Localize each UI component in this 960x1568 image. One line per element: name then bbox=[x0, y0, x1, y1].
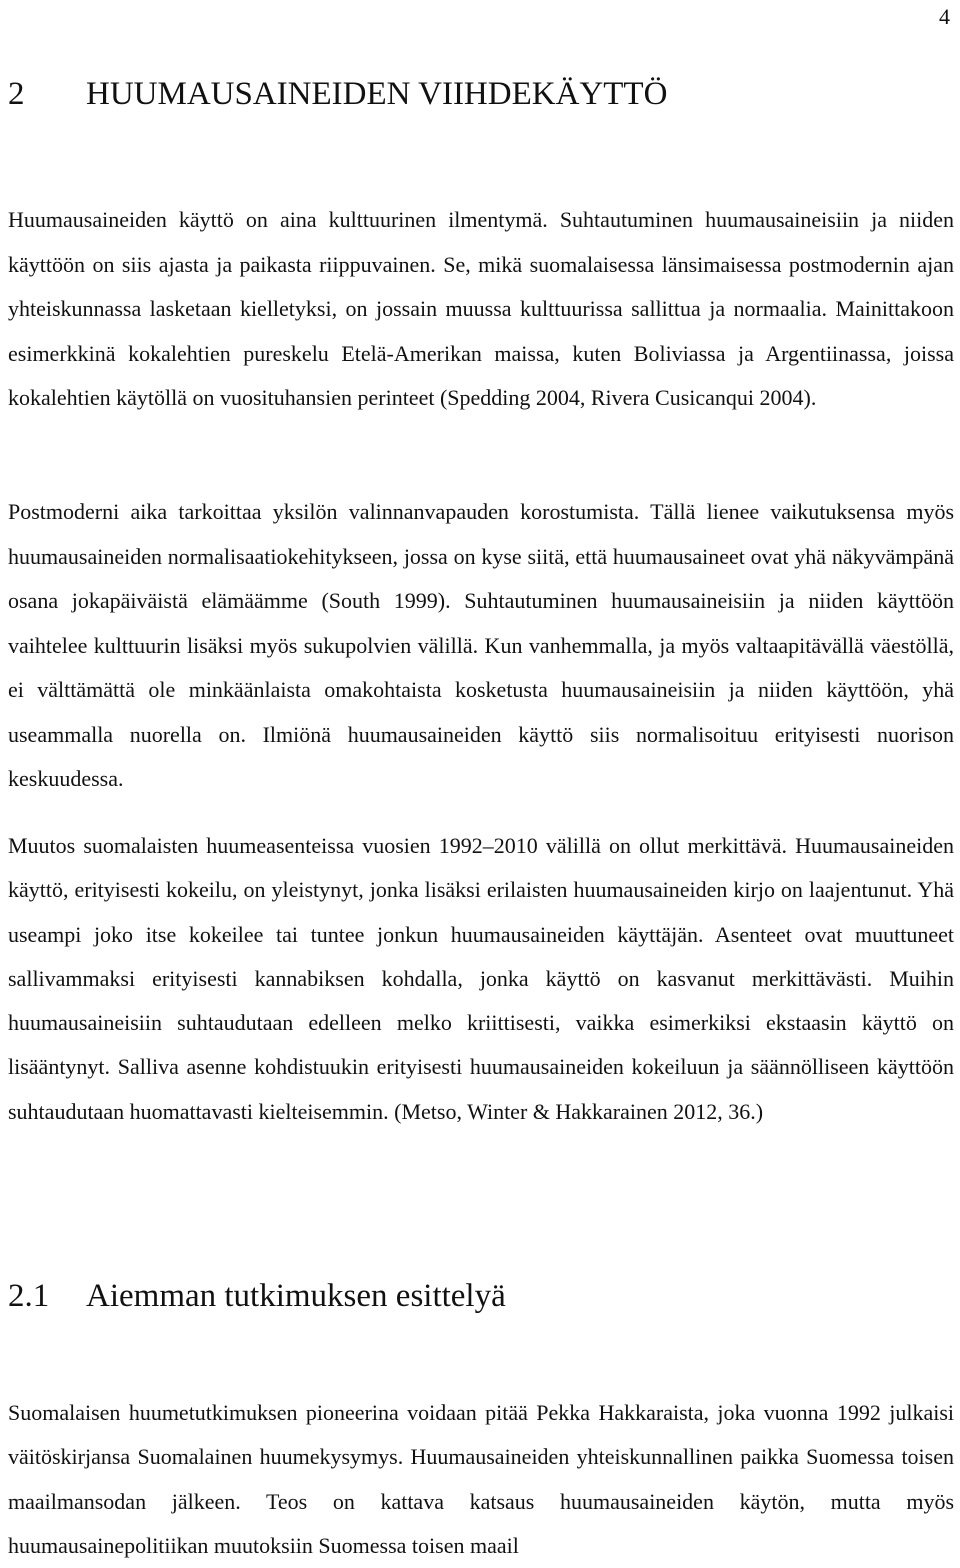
section-number: 2.1 bbox=[8, 1278, 50, 1314]
chapter-number: 2 bbox=[8, 76, 25, 112]
paragraph: Postmoderni aika tarkoittaa yksilön valinnanvapauden korostumista. Tällä lienee vaikutuksensa myös huumausaineiden normalisaatiokehitykseen, jossa on kyse siitä, että huumausaineet ovat yhä näkyvämpänä osana jokapäiväistä elämäämme (South 1999). Suhtautuminen huumausaineisiin ja niiden käyttöön vaihtelee kulttuurin lisäksi myös sukupolvien välillä. Kun vanhemmalla, ja myös valtaapitävällä väestöllä, ei välttämättä ole minkäänlaista omakohtaista kosketusta huumausaineisiin ja niiden käyttöön, yhä useammalla nuorella on. Ilmiönä huumausaineiden käyttö siis normalisoituu erityisesti nuorison keskuudessa. bbox=[8, 499, 954, 791]
paragraph: Huumausaineiden käyttö on aina kulttuurinen ilmentymä. Suhtautuminen huumausaineisiin ja niiden käyttöön on siis ajasta ja paikasta riippuvainen. Se, mikä suomalaisessa länsimaisessa postmodernin ajan yhteiskunnassa lasketaan kielletyksi, on jossain muussa kulttuurissa sallittua ja normaalia. Mainittakoon esimerkkinä kokalehtien pureskelu Etelä-Amerikan maissa, kuten Boliviassa ja Argentiinassa, joissa kokalehtien käytöllä on vuosituhansien perinteet (Spedding 2004, Rivera Cusicanqui 2004). bbox=[8, 207, 954, 411]
page-number: 4 bbox=[939, 4, 950, 29]
paragraph: Suomalaisen huumetutkimuksen pioneerina voidaan pitää Pekka Hakkaraista, joka vuonna 1992 julkaisi väitöskirjansa Suomalainen huumekysymys. Huumausaineiden yhteiskunnallinen paikka Suomessa toisen maailmansodan jälkeen. Teos on kattava katsaus huumausaineiden käytön, mutta myös huumausainepolitiikan muutoksiin Suomessa toisen maail bbox=[8, 1400, 954, 1558]
paragraph: Muutos suomalaisten huumeasenteissa vuosien 1992–2010 välillä on ollut merkittävä. Huumausaineiden käyttö, erityisesti kokeilu, on yleistynyt, jonka lisäksi erilaisten huumausaineiden kirjo on laajentunut. Yhä useampi joko itse kokeilee tai tuntee jonkun huumausaineiden käyttäjän. Asenteet ovat muuttuneet sallivammaksi erityisesti kannabiksen kohdalla, jonka käyttö on kasvanut merkittävästi. Muihin huumausaineisiin suhtaudutaan edelleen melko kriittisesti, vaikka esimerkiksi ekstaasin käyttö on lisääntynyt. Salliva asenne kohdistuukin erityisesti huumausaineiden kokeiluun ja säännölliseen käyttöön suhtaudutaan huomattavasti kielteisemmin. (Metso, Winter & Hakkarainen 2012, 36.) bbox=[8, 833, 954, 1124]
chapter-heading bbox=[8, 76, 667, 113]
section-heading bbox=[8, 1278, 506, 1315]
chapter-title: HUUMAUSAINEIDEN VIIHDEKÄYTTÖ bbox=[86, 76, 668, 112]
section-title: Aiemman tutkimuksen esittelyä bbox=[86, 1278, 506, 1314]
